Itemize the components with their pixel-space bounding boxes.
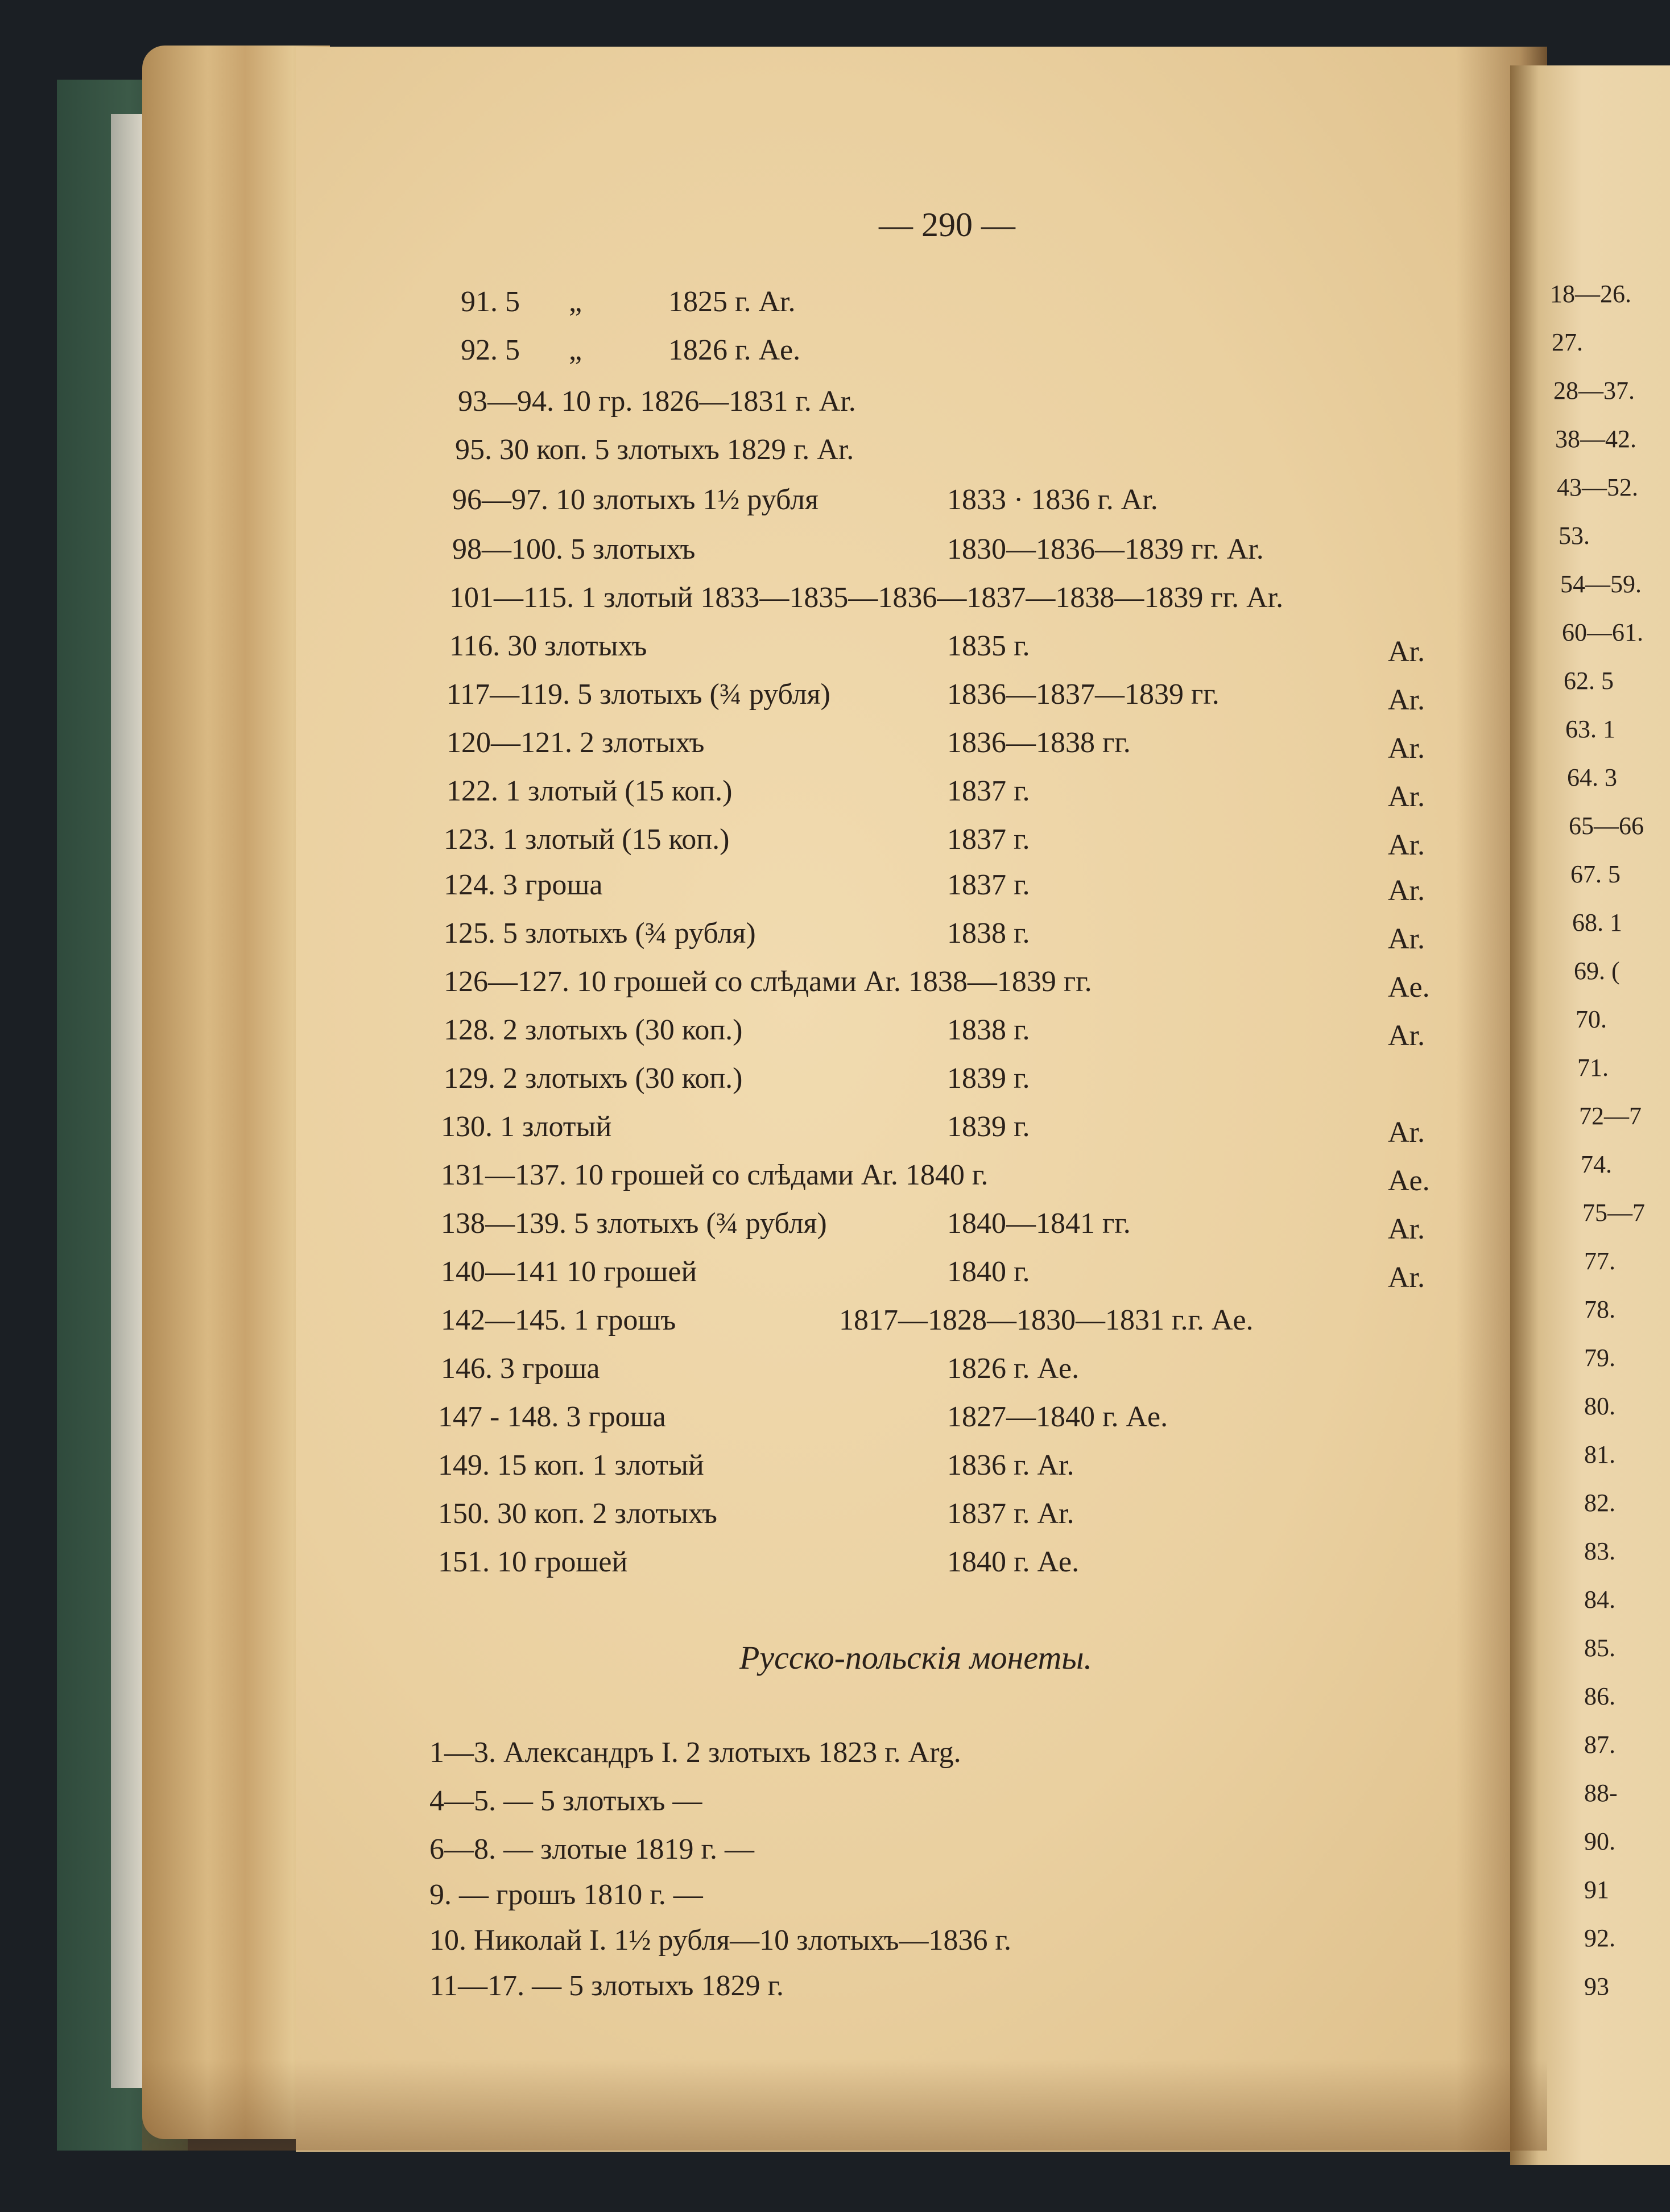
- row-year: 1826 г. Ae.: [947, 1352, 1080, 1385]
- right-page-entry: 78.: [1584, 1295, 1615, 1323]
- row-year: 1837 г.: [947, 869, 1030, 901]
- right-page-entry: 68. 1: [1572, 909, 1622, 936]
- right-page-entry: 81.: [1584, 1441, 1615, 1468]
- right-page-entry: 38—42.: [1555, 425, 1636, 453]
- section-row: 10. Николай I. 1½ рубля—10 злотыхъ—1836 г.: [429, 1924, 1011, 1957]
- right-page-entry: 71.: [1577, 1054, 1609, 1082]
- section-row: 11—17. — 5 злотыхъ 1829 г.: [429, 1970, 784, 2002]
- row-number-desc: 126—127. 10 грошей со слѣдами Ar. 1838—1839 гг.: [444, 965, 1092, 998]
- page-number: — 290 —: [879, 206, 1015, 244]
- section-row: 6—8. — злотые 1819 г. —: [429, 1833, 755, 1866]
- row-number-desc: 149. 15 коп. 1 злотый: [438, 1449, 704, 1481]
- right-page-entry: 67. 5: [1570, 860, 1621, 888]
- row-year: 1839 г.: [947, 1062, 1030, 1095]
- row-year: 1836 г. Ar.: [947, 1449, 1074, 1481]
- row-metal: Ar.: [1388, 923, 1425, 955]
- row-number-desc: 123. 1 злотый (15 коп.): [444, 823, 730, 856]
- right-page-entry: 27.: [1552, 328, 1583, 356]
- row-number-desc: 124. 3 гроша: [444, 869, 603, 901]
- row-year: 1840 г. Ae.: [947, 1546, 1080, 1578]
- row-year: 1840—1841 гг.: [947, 1207, 1131, 1240]
- right-page-entry: 86.: [1584, 1682, 1615, 1710]
- right-page-entry: 53.: [1559, 522, 1590, 550]
- right-page-entry: 84.: [1584, 1586, 1615, 1613]
- row-number-desc: 140—141 10 грошей: [441, 1256, 697, 1288]
- row-number-desc: 130. 1 злотый: [441, 1111, 612, 1143]
- row-metal: Ar.: [1388, 874, 1425, 907]
- right-page-entry: 79.: [1584, 1344, 1615, 1372]
- right-page-entry: 74.: [1581, 1150, 1612, 1178]
- row-number-desc: 129. 2 злотыхъ (30 коп.): [444, 1062, 743, 1095]
- row-metal: Ar.: [1388, 635, 1425, 668]
- right-page-entry: 83.: [1584, 1537, 1615, 1565]
- row-number-desc: 117—119. 5 злотыхъ (¾ рубля): [447, 678, 830, 711]
- section-title: Русско-польскія монеты.: [739, 1639, 1093, 1676]
- right-page-entry: 82.: [1584, 1489, 1615, 1517]
- row-number-desc: 92. 5: [461, 334, 520, 366]
- row-year: 1830—1836—1839 гг. Ar.: [947, 533, 1264, 566]
- row-number-desc: 150. 30 коп. 2 злотыхъ: [438, 1497, 717, 1530]
- right-page-entry: 91: [1584, 1876, 1609, 1904]
- row-number-desc: 95. 30 коп. 5 злотыхъ 1829 г. Ar.: [455, 434, 854, 466]
- right-page-entry: 87.: [1584, 1731, 1615, 1759]
- row-number-desc: 142—145. 1 грошъ: [441, 1304, 676, 1336]
- right-page-entry: 77.: [1584, 1247, 1615, 1275]
- right-page-entry: 43—52.: [1557, 473, 1638, 501]
- row-year: 1826 г. Ae.: [668, 334, 801, 366]
- row-metal: Ar.: [1388, 829, 1425, 861]
- row-year: 1827—1840 г. Ae.: [947, 1401, 1168, 1433]
- section-row: 9. — грошъ 1810 г. —: [429, 1879, 703, 1911]
- row-metal: Ar.: [1388, 1213, 1425, 1245]
- row-year: 1835 г.: [947, 630, 1030, 662]
- right-page-entry: 18—26.: [1550, 280, 1631, 308]
- row-ditto: „: [569, 286, 582, 318]
- row-metal: Ar.: [1388, 684, 1425, 716]
- right-page-entry: 70.: [1576, 1005, 1607, 1033]
- right-page-entry: 92.: [1584, 1924, 1615, 1952]
- row-year: 1838 г.: [947, 917, 1030, 950]
- section-row: 1—3. Александръ I. 2 злотыхъ 1823 г. Arg.: [429, 1736, 961, 1769]
- row-ditto: „: [569, 334, 582, 366]
- row-number-desc: 91. 5: [461, 286, 520, 318]
- row-metal: Ar.: [1388, 781, 1425, 813]
- row-number-desc: 131—137. 10 грошей со слѣдами Ar. 1840 г.: [441, 1159, 989, 1191]
- right-page-entry: 85.: [1584, 1634, 1615, 1662]
- right-page-entry: 54—59.: [1560, 570, 1642, 598]
- row-year: 1839 г.: [947, 1111, 1030, 1143]
- right-page-entry: 90.: [1584, 1827, 1615, 1855]
- right-page-entry: 80.: [1584, 1392, 1615, 1420]
- row-metal: Ar.: [1388, 1020, 1425, 1052]
- row-year: 1817—1828—1830—1831 г.г. Ae.: [839, 1304, 1254, 1336]
- row-number-desc: 101—115. 1 злотый 1833—1835—1836—1837—1838—1839 гг. Ar.: [449, 581, 1284, 614]
- row-metal: Ar.: [1388, 1116, 1425, 1149]
- row-metal: Ar.: [1388, 732, 1425, 765]
- row-year: 1837 г.: [947, 823, 1030, 856]
- section-row: 4—5. — 5 злотыхъ —: [429, 1785, 702, 1817]
- right-page-entry: 60—61.: [1562, 618, 1643, 646]
- row-metal: Ae.: [1388, 971, 1430, 1004]
- row-number-desc: 93—94. 10 гр. 1826—1831 г. Ar.: [458, 385, 856, 418]
- row-number-desc: 122. 1 злотый (15 коп.): [447, 775, 733, 807]
- row-number-desc: 128. 2 злотыхъ (30 коп.): [444, 1014, 743, 1046]
- right-page-entry: 75—7: [1582, 1199, 1645, 1227]
- right-page-entry: 88-: [1584, 1779, 1618, 1807]
- row-number-desc: 96—97. 10 злотыхъ 1½ рубля: [452, 484, 819, 516]
- right-page-entry: 63. 1: [1565, 715, 1615, 743]
- bottom-shadow: [142, 2060, 1547, 2151]
- row-number-desc: 120—121. 2 злотыхъ: [447, 727, 705, 759]
- row-year: 1840 г.: [947, 1256, 1030, 1288]
- row-number-desc: 138—139. 5 злотыхъ (¾ рубля): [441, 1207, 827, 1240]
- row-number-desc: 98—100. 5 злотыхъ: [452, 533, 696, 566]
- row-number-desc: 146. 3 гроша: [441, 1352, 600, 1385]
- row-year: 1838 г.: [947, 1014, 1030, 1046]
- right-page-entry: 93: [1584, 1972, 1609, 2000]
- row-year: 1836—1838 гг.: [947, 727, 1131, 759]
- row-metal: Ae.: [1388, 1165, 1430, 1197]
- row-year: 1837 г.: [947, 775, 1030, 807]
- row-year: 1836—1837—1839 гг.: [947, 678, 1220, 711]
- row-year: 1833 · 1836 г. Ar.: [947, 484, 1158, 516]
- row-number-desc: 125. 5 злотыхъ (¾ рубля): [444, 917, 756, 950]
- row-number-desc: 147 - 148. 3 гроша: [438, 1401, 666, 1433]
- right-page-entry: 28—37.: [1553, 377, 1635, 405]
- right-page-entry: 69. (: [1574, 957, 1620, 985]
- right-page-entry: 72—7: [1579, 1102, 1642, 1130]
- right-page-entry: 62. 5: [1564, 667, 1614, 695]
- row-number-desc: 116. 30 злотыхъ: [449, 630, 647, 662]
- right-page-entry: 65—66: [1569, 812, 1644, 840]
- row-year: 1837 г. Ar.: [947, 1497, 1074, 1530]
- row-number-desc: 151. 10 грошей: [438, 1546, 628, 1578]
- row-year: 1825 г. Ar.: [668, 286, 796, 318]
- row-metal: Ar.: [1388, 1261, 1425, 1294]
- right-page-entry: 64. 3: [1567, 764, 1617, 791]
